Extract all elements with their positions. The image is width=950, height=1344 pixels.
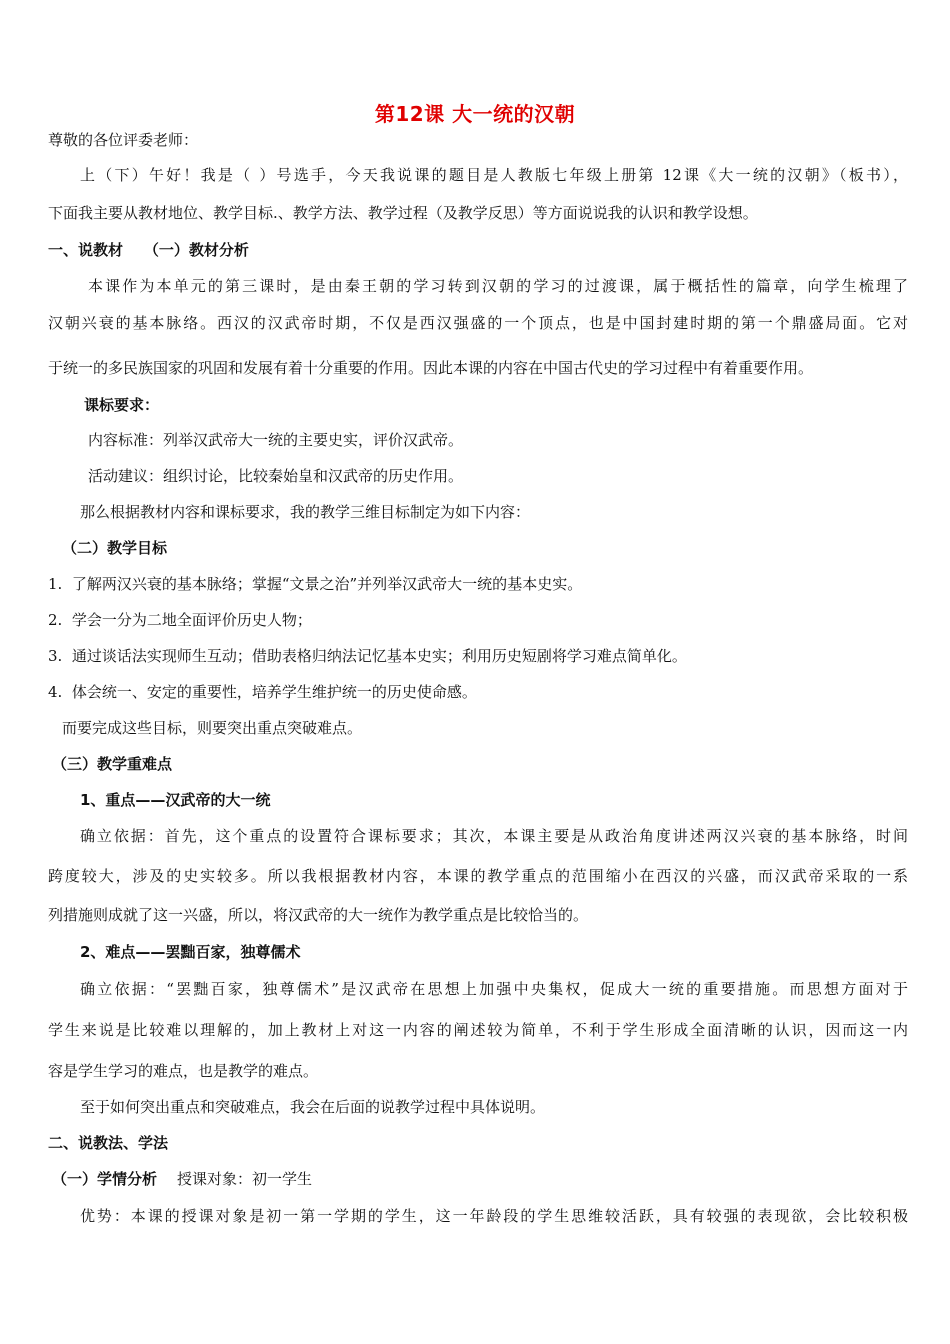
paragraph-line: 学生来说是比较难以理解的，加上教材上对这一内容的阐述较为简单，不利于学生形成全面清晰的认识，因而这一内 (48, 1021, 908, 1039)
subheading: （三）教学重难点 (52, 755, 173, 773)
paragraph-line: 跨度较大，涉及的史实较多。所以我根据教材内容，本课的教学重点的范围缩小在西汉的兴盛，而汉武帝采取的一系 (48, 867, 908, 885)
paragraph-line: 上（下）午好！我是（ ）号选手，今天我说课的题目是人教版七年级上册第 12课《大一统的汉朝》（板书）， (80, 166, 908, 184)
paragraph-line: 至于如何突出重点和突破难点，我会在后面的说教学过程中具体说明。 (80, 1098, 546, 1116)
list-item: 1. 了解两汉兴衰的基本脉络；掌握“文景之治”并列举汉武帝大一统的基本史实。 (48, 575, 583, 593)
analysis-line (52, 1169, 912, 1189)
list-item: 3. 通过谈话法实现师生互动；借助表格归纳法记忆基本史实；利用历史短剧将学习难点简单化。 (48, 647, 687, 665)
subheading: 课标要求： (84, 396, 160, 414)
paragraph-line: 列措施则成就了这一兴盛，所以，将汉武帝的大一统作为教学重点是比较恰当的。 (48, 906, 589, 924)
paragraph-line: 那么根据教材内容和课标要求，我的教学三维目标制定为如下内容： (80, 503, 531, 521)
subheading: 1、重点——汉武帝的大一统 (80, 791, 271, 809)
paragraph-line: 下面我主要从教材地位、教学目标.、教学方法、教学过程（及教学反思）等方面说说我的认识和教学设想。 (48, 204, 758, 222)
greeting: 尊敬的各位评委老师： (48, 131, 199, 149)
list-item: 2. 学会一分为二地全面评价历史人物； (48, 611, 312, 629)
paragraph-line: 活动建议：组织讨论，比较秦始皇和汉武帝的历史作用。 (88, 467, 464, 485)
paragraph-line: 确立依据：“罢黜百家，独尊儒术”是汉武帝在思想上加强中央集权，促成大一统的重要措施。而思想方面对于 (80, 980, 908, 998)
list-item: 4. 体会统一、安定的重要性，培养学生维护统一的历史使命感。 (48, 683, 477, 701)
subheading: 2、难点——罢黜百家，独尊儒术 (80, 943, 301, 961)
paragraph-line: 而要完成这些目标，则要突出重点突破难点。 (62, 719, 363, 737)
paragraph-line: 容是学生学习的难点，也是教学的难点。 (48, 1062, 319, 1080)
lesson-title: 第12课 大一统的汉朝 (374, 102, 576, 126)
section-heading: 一、说教材 （一）教材分析 (48, 241, 249, 259)
audience-text: 授课对象：初一学生 (177, 1170, 313, 1188)
paragraph-line: 优势：本课的授课对象是初一第一学期的学生，这一年龄段的学生思维较活跃，具有较强的表现欲，会比较积极 (80, 1207, 908, 1225)
subheading: （一）学情分析 (52, 1170, 158, 1188)
paragraph-line: 本课作为本单元的第三课时，是由秦王朝的学习转到汉朝的学习的过渡课，属于概括性的篇章，向学生梳理了 (88, 277, 908, 295)
section-heading: 二、说教法、学法 (48, 1134, 169, 1152)
paragraph-line: 汉朝兴衰的基本脉络。西汉的汉武帝时期，不仅是西汉强盛的一个顶点，也是中国封建时期的第一个鼎盛局面。它对 (48, 314, 908, 332)
subheading: （二）教学目标 (62, 539, 168, 557)
paragraph-line: 内容标准：列举汉武帝大一统的主要史实，评价汉武帝。 (88, 431, 464, 449)
paragraph-line: 于统一的多民族国家的巩固和发展有着十分重要的作用。因此本课的内容在中国古代史的学习过程中有着重要作用。 (48, 359, 814, 377)
paragraph-line: 确立依据：首先，这个重点的设置符合课标要求；其次，本课主要是从政治角度讲述两汉兴衰的基本脉络，时间 (80, 827, 908, 845)
